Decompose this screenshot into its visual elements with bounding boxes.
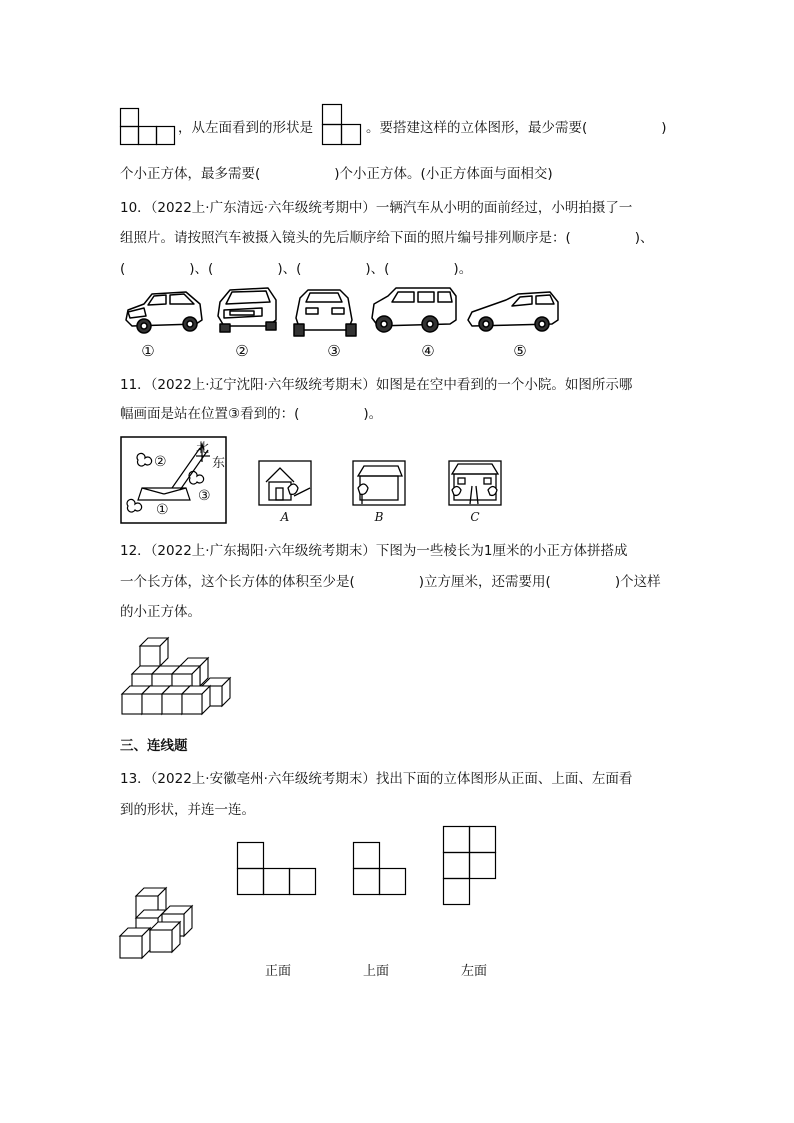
map-north-label: 北 (196, 441, 210, 456)
map-pos-3: ③ (198, 488, 211, 504)
q10-line3-4: )。 (453, 261, 473, 277)
option-a-picture (258, 460, 312, 506)
q9-line1 (178, 118, 313, 138)
q9-left-view-figure (322, 104, 366, 148)
car-photo-2 (214, 286, 280, 336)
q13-view-shape-3 (443, 826, 499, 908)
car-photo-5 (466, 290, 562, 336)
view-label-top: 上面 (362, 964, 389, 979)
q9-line2-a: 个小正方体，最多需要( (120, 166, 261, 182)
q13-cube-stack (118, 884, 198, 964)
q9-line2-b: )个小正方体。(小正方体面与面相交) (334, 166, 553, 182)
photo-label-5: ⑤ (513, 342, 527, 360)
view-label-front: 正面 (264, 964, 291, 979)
option-b-label: B (374, 510, 384, 524)
photo-label-2: ② (235, 342, 249, 360)
option-c-picture (448, 460, 502, 506)
car-photo-4 (368, 286, 460, 336)
q12-line3: 的小正方体。 (120, 604, 201, 620)
q11-line2-a: 幅画面是站在位置③看到的：( (120, 406, 300, 422)
q12-cube-stack (118, 634, 238, 720)
q10-line3-3: )、( (365, 261, 390, 277)
q10-line2-a: 组照片。请按照汽车被摄入镜头的先后顺序给下面的照片编号排列顺序是：( (120, 230, 571, 246)
q10-line3 (120, 259, 472, 279)
q9-line2 (120, 164, 553, 184)
map-pos-1: ① (156, 502, 169, 518)
q12-line2 (120, 572, 661, 592)
q9-text-part2: 。要搭建这样的立体图形，最少需要( (366, 120, 588, 136)
q11-line2-b: )。 (363, 406, 383, 422)
q13-line1: 13．（2022上·安徽亳州·六年级统考期末）找出下面的立体图形从正面、上面、左面看 (120, 771, 633, 787)
car-photo-3 (292, 288, 358, 338)
q10-line3-2: )、( (277, 261, 302, 277)
q13-cube (150, 922, 180, 952)
yard-map (120, 436, 228, 524)
section-3-title: 三、连线题 (120, 738, 188, 754)
view-label-left: 左面 (460, 964, 487, 979)
q12-line2-b: )立方厘米，还需要用( (418, 574, 551, 590)
q10-line3-1: )、( (189, 261, 214, 277)
map-east-label: 东 (212, 456, 226, 471)
q10-line2 (120, 228, 654, 248)
q13-view-shape-2 (353, 842, 409, 898)
option-b-picture (352, 460, 406, 506)
car-photo-1 (122, 290, 206, 338)
q13-line2: 到的形状，并连一连。 (120, 802, 255, 818)
q12-line1: 12．（2022上·广东揭阳·六年级统考期末）下图为一些棱长为1厘米的小正方体拼搭成 (120, 543, 628, 559)
q10-line1: 10．（2022上·广东清远·六年级统考期中）一辆汽车从小明的面前经过，小明拍摄了一 (120, 200, 633, 216)
q10-line2-b: )、 (634, 230, 654, 246)
q13-cube (120, 928, 150, 958)
q11-line2 (120, 404, 382, 424)
photo-label-1: ① (141, 342, 155, 360)
map-pos-2: ② (154, 454, 167, 470)
q9-front-shape-figure (120, 108, 180, 148)
q12-line2-a: 一个长方体，这个长方体的体积至少是( (120, 574, 355, 590)
photo-label-3: ③ (327, 342, 341, 360)
q10-line3-0: ( (120, 261, 126, 277)
photo-label-4: ④ (421, 342, 435, 360)
q13-view-shape-1 (237, 842, 319, 898)
q9-line1b (366, 118, 667, 138)
q12-cube (182, 686, 210, 714)
option-a-label: A (280, 510, 290, 524)
q11-line1: 11．（2022上·辽宁沈阳·六年级统考期末）如图是在空中看到的一个小院。如图所示哪 (120, 377, 633, 393)
q9-text-part3: ) (661, 120, 667, 136)
q12-line2-c: )个这样 (614, 574, 661, 590)
option-c-label: C (470, 510, 480, 524)
q9-text-part1: ，从左面看到的形状是 (178, 120, 313, 136)
q12-cube (140, 638, 168, 666)
